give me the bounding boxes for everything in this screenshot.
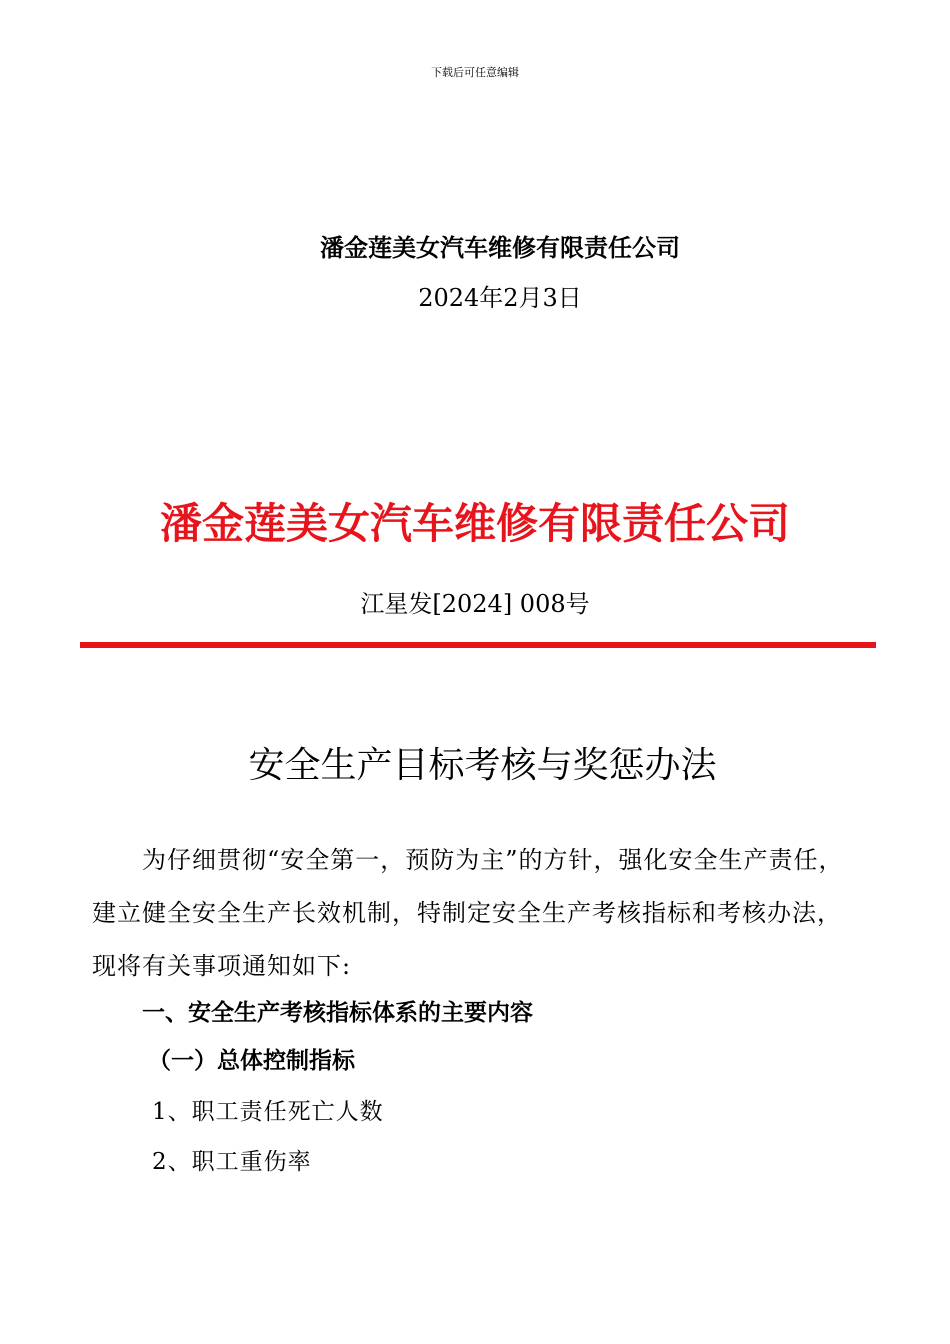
document-title: 安全生产目标考核与奖惩办法 <box>248 745 717 786</box>
list-item: 1、职工责任死亡人数 <box>152 1099 384 1125</box>
intro-line-2: 建立健全安全生产长效机制，特制定安全生产考核指标和考核办法， <box>92 899 842 927</box>
intro-line-1: 为仔细贯彻“安全第一，预防为主”的方针，强化安全生产责任， <box>142 846 844 874</box>
letterhead-company-name: 潘金莲美女汽车维修有限责任公司 <box>159 499 790 548</box>
intro-line-3: 现将有关事项通知如下: <box>92 952 352 980</box>
section-heading: 一、安全生产考核指标体系的主要内容 <box>142 1000 533 1026</box>
list-item: 2、职工重伤率 <box>152 1149 312 1175</box>
cover-date: 2024年2月3日 <box>418 284 582 312</box>
subsection-heading: （一）总体控制指标 <box>148 1048 355 1074</box>
letterhead-red-rule <box>80 642 876 648</box>
header-note: 下载后可任意编辑 <box>431 66 519 79</box>
cover-company-name: 潘金莲美女汽车维修有限责任公司 <box>320 233 680 262</box>
document-number: 江星发[2024] 008号 <box>360 590 590 618</box>
